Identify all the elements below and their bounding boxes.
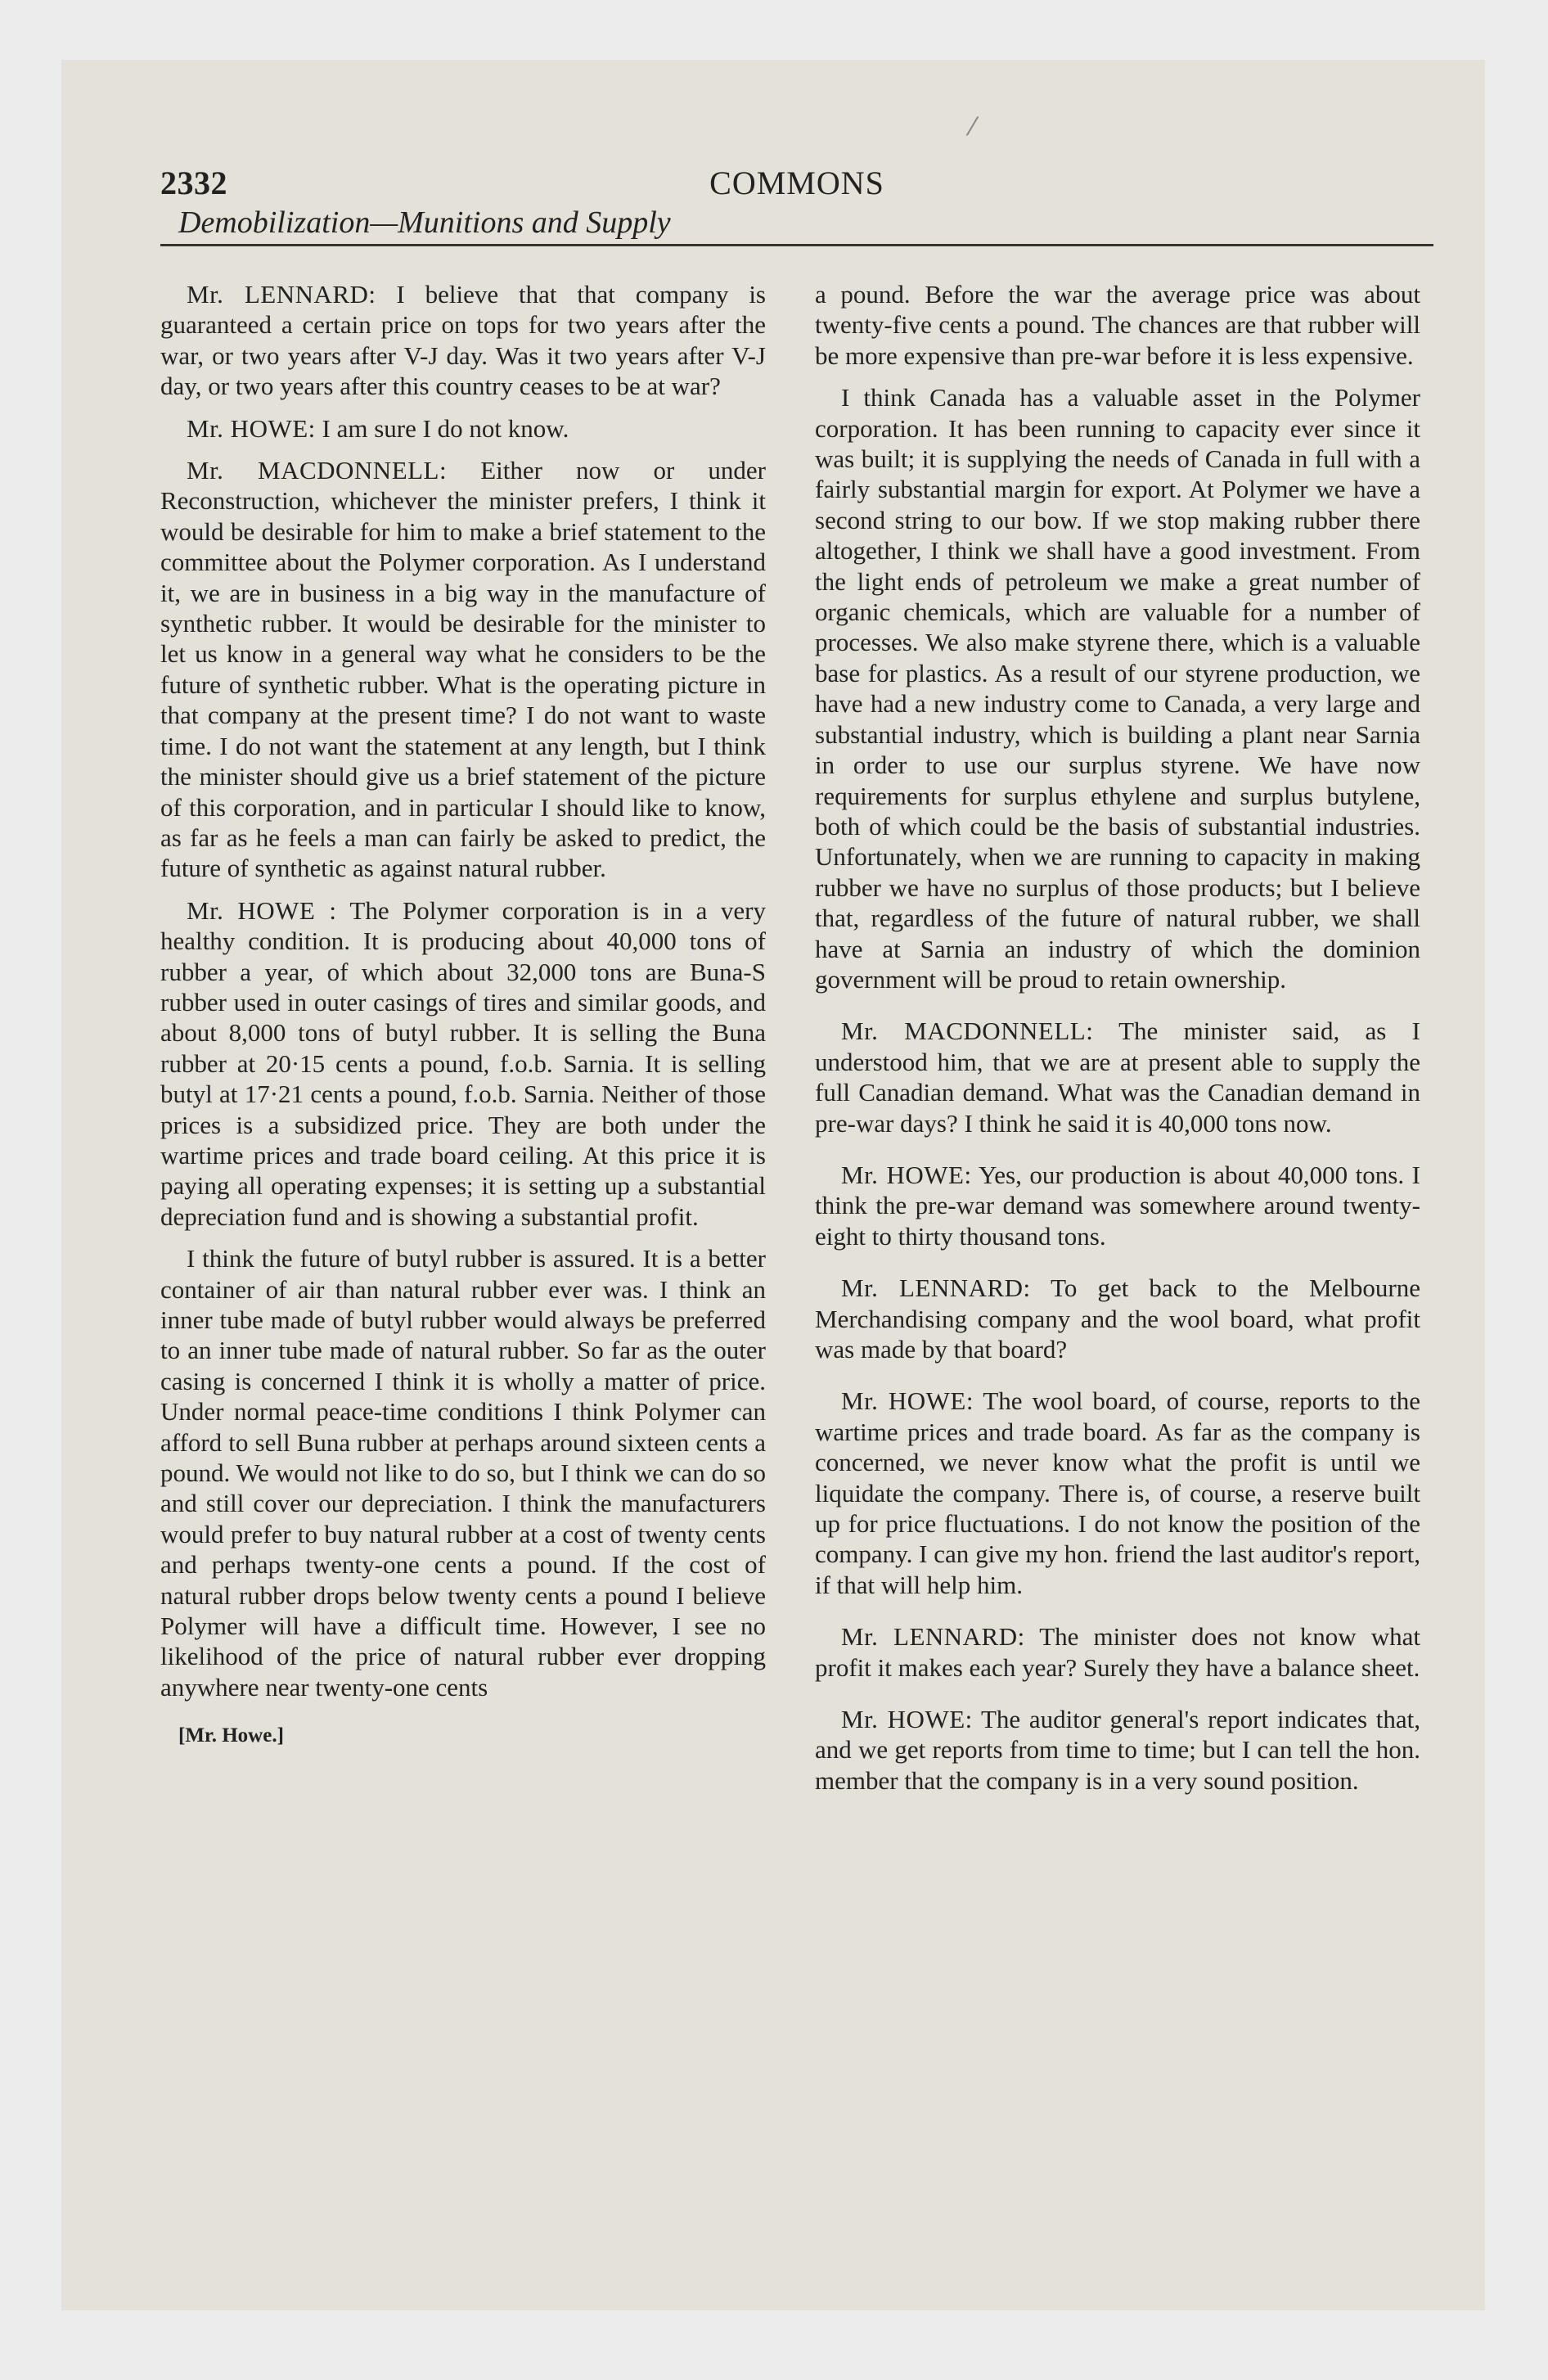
paragraph xyxy=(815,382,1420,994)
speaker-name: Mr. LENNARD: xyxy=(187,280,376,309)
paragraph-text: To get back to the Melbourne Merchandising company and the wool board, what profit was made by that board? xyxy=(815,1273,1421,1364)
paragraph xyxy=(815,1621,1420,1683)
paragraph xyxy=(160,1243,766,1702)
paragraph xyxy=(815,1704,1420,1796)
paragraph-text: The minister said, as I understood him, that we are at present able to supply the full Canadian demand. What was the Canadian demand in pre-war days? I think he said it is 40,000 tons now. xyxy=(815,1016,1420,1138)
section-subtitle: Demobilization—Munitions and Supply xyxy=(178,205,671,240)
page-header xyxy=(160,164,1433,205)
speaker-name: Mr. HOWE: xyxy=(187,413,316,443)
paragraph xyxy=(160,455,766,884)
speaker-name: Mr. MACDONNELL: xyxy=(841,1016,1094,1046)
header-rule xyxy=(160,244,1433,246)
page-number: 2332 xyxy=(160,165,227,201)
left-column xyxy=(160,279,766,1751)
paragraph-text: Yes, our production is about 40,000 tons. I think the pre-war demand was somewhere around twenty-eight to thirty thousand tons. xyxy=(815,1160,1420,1251)
text-columns xyxy=(160,279,1433,2325)
paragraph xyxy=(815,1160,1420,1251)
paragraph-text: I believe that that company is guaranteed a certain price on tops for two years after the war, or two years after V-J day. Was it two years after V-J day, or two years after this country ceases to be at war? xyxy=(160,280,766,401)
speaker-name: Mr. HOWE: xyxy=(841,1386,974,1416)
pencil-mark: ⁄ xyxy=(970,113,975,142)
paragraph-text: The auditor general's report indicates that, and we get reports from time to time; but I can tell the hon. member that the company is in a very sound position. xyxy=(815,1705,1420,1795)
speaker-name: Mr. MACDONNELL: xyxy=(187,456,448,485)
right-column xyxy=(815,279,1420,1807)
speaker-name: Mr. LENNARD: xyxy=(841,1622,1025,1652)
paragraph-text: The Polymer corporation is in a very healthy condition. It is producing about 40,000 tons of rubber a year, of which about 32,000 tons are Buna-S rubber used in outer casings of tires and similar goods, and about 8,000 tons of butyl rubber. It is selling the Buna rubber at 20·15 cents a pound, f.o.b. Sarnia. It is selling butyl at 17·21 cents a pound, f.o.b. Sarnia. Neither of those prices is a subsidized price. They are both under the wartime prices and trade board ceiling. At this price it is paying all operating expenses; it is setting up a substantial depreciation fund and is showing a substantial profit. xyxy=(160,895,766,1231)
paragraph-text: The minister does not know what profit it makes each year? Surely they have a balance sheet. xyxy=(815,1622,1420,1682)
speaker-name: Mr. HOWE: xyxy=(841,1705,973,1734)
hansard-page xyxy=(160,164,1433,2325)
paragraph-text: Either now or under Reconstruction, whichever the minister prefers, I think it would be desirable for him to make a brief statement to the committee about the Polymer corporation. As I understand it, we are in business in a big way in the manufacture of synthetic rubber. It would be desirable for the minister to let us know in a general way what he considers to be the future of synthetic rubber. What is the operating picture in that company at the present time? I do not want to waste time. I do not want the statement at any length, but I think the minister should give us a brief statement of the picture of this corporation, and in particular I should like to know, as far as he feels a man can fairly be asked to predict, the future of synthetic as against natural rubber. xyxy=(160,456,766,883)
paragraph xyxy=(815,1016,1420,1138)
paragraph xyxy=(160,895,766,1232)
paragraph-text: The wool board, of course, reports to the wartime prices and trade board. As far as the company is concerned, we never know what the profit is until we liquidate the company. There is, of course, a reserve built up for price fluctuations. I do not know the position of the company. I can give my hon. friend the last auditor's report, if that will help him. xyxy=(815,1386,1420,1599)
paragraph xyxy=(815,1386,1420,1600)
running-head: COMMONS xyxy=(709,165,884,201)
speaker-footer-tag: [Mr. Howe.] xyxy=(178,1724,284,1747)
paragraph xyxy=(160,413,766,444)
speaker-name: Mr. HOWE : xyxy=(187,895,337,925)
paragraph xyxy=(160,279,766,402)
paragraph-text: I am sure I do not know. xyxy=(315,413,569,443)
paragraph xyxy=(815,279,1420,371)
paragraph-text: I think Canada has a valuable asset in the Polymer corporation. It has been running to capacity ever since it was built; it is supplying the needs of Canada in full with a fairly substantial margin for export. At Polymer we have a second string to our bow. If we stop making rubber there altogether, I think we shall have a good investment. From the light ends of petroleum we make a great number of organic chemicals, which are valuable for a number of processes. We also make styrene there, which is a valuable base for plastics. As a result of our styrene production, we have had a new industry come to Canada, a very large and substantial industry, which is building a plant near Sarnia in order to use our surplus styrene. We have now requirements for surplus ethylene and surplus butylene, both of which could be the basis of substantial industries. Unfortunately, when we are running to capacity in making rubber we have no surplus of those products; but I believe that, regardless of the future of natural rubber, we shall have at Sarnia an industry of which the dominion government will be proud to retain ownership. xyxy=(815,383,1420,994)
paragraph-text: a pound. Before the war the average price was about twenty-five cents a pound. The chances are that rubber will be more expensive than pre-war before it is less expensive. xyxy=(815,280,1420,370)
speaker-name: Mr. HOWE: xyxy=(841,1160,972,1189)
speaker-name: Mr. LENNARD: xyxy=(841,1273,1031,1303)
paragraph-text: I think the future of butyl rubber is assured. It is a better container of air than natural rubber ever was. I think an inner tube made of butyl rubber would always be preferred to an inner tube made of natural rubber. So far as the outer casing is concerned I think it is wholly a matter of price. Under normal peace-time conditions I think Polymer can afford to sell Buna rubber at perhaps around sixteen cents a pound. We would not like to do so, but I think we can do so and still cover our depreciation. I think the manufacturers would prefer to buy natural rubber at a cost of twenty cents and perhaps twenty-one cents a pound. If the cost of natural rubber drops below twenty cents a pound I believe Polymer will have a difficult time. However, I see no likelihood of the price of natural rubber ever dropping anywhere near twenty-one cents xyxy=(160,1244,766,1702)
paragraph xyxy=(815,1273,1420,1364)
